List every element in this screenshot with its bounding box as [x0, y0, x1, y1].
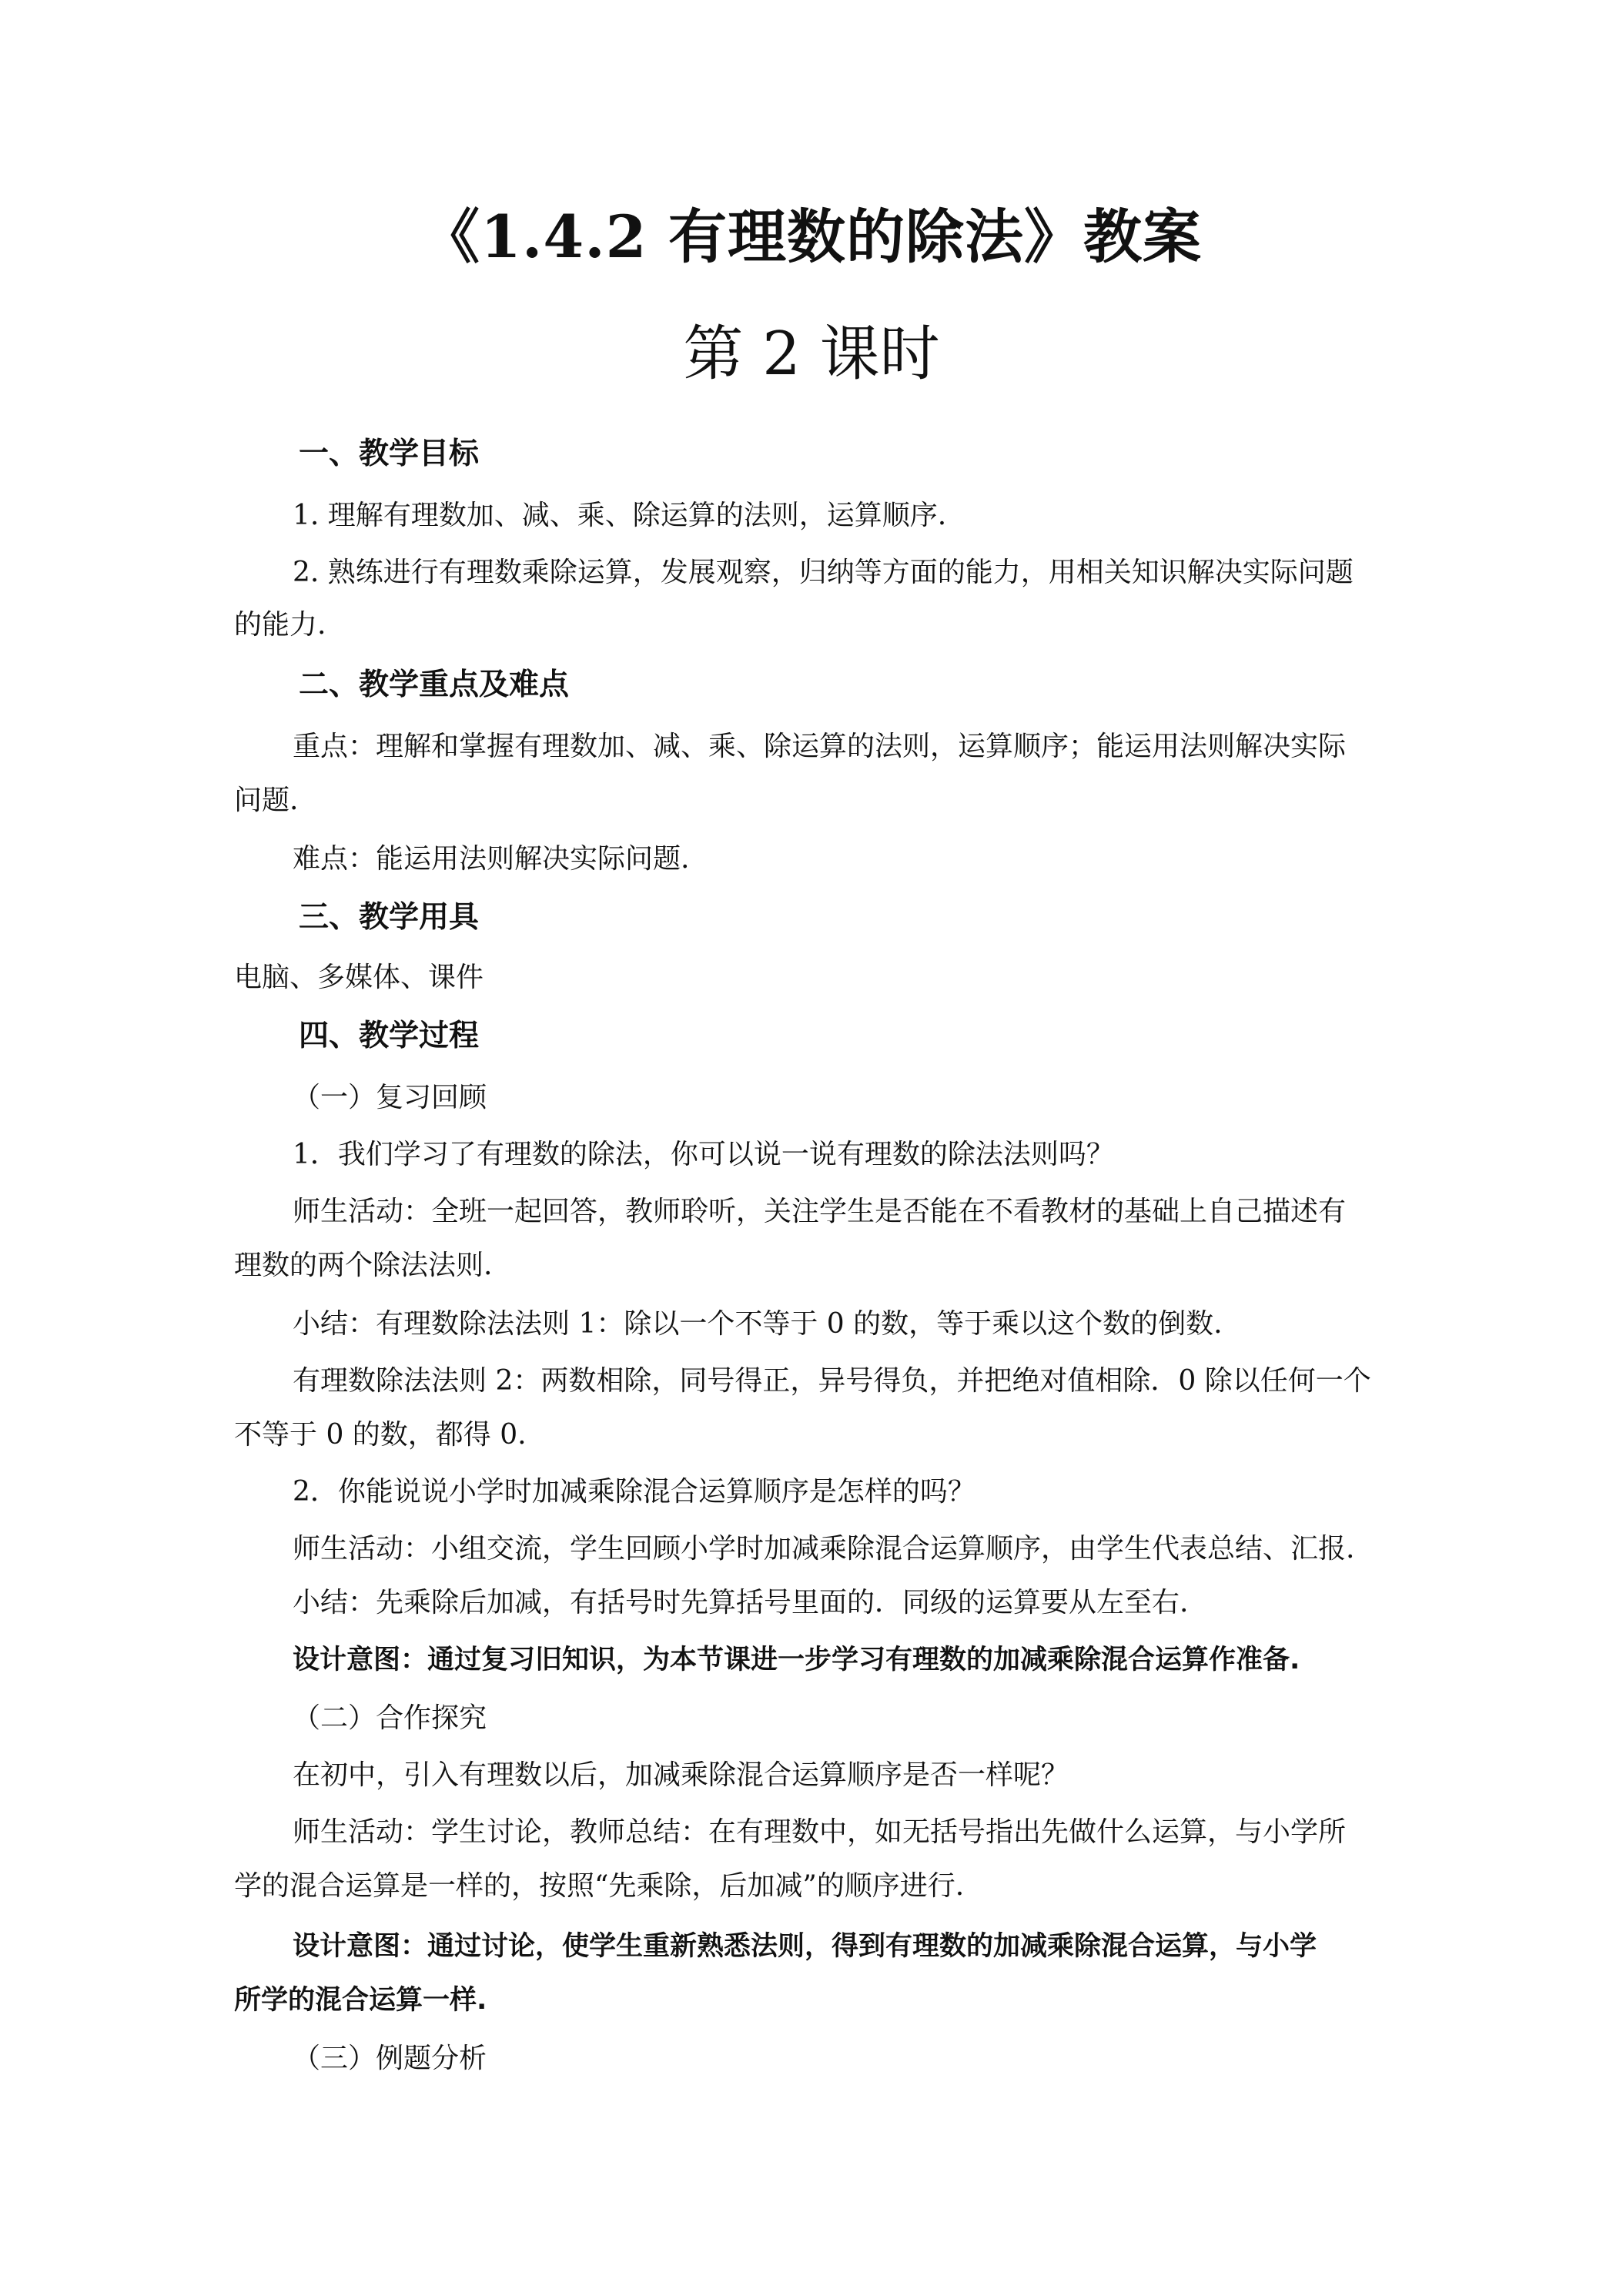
paragraph-line: 学的混合运算是一样的，按照“先乘除，后加减”的顺序进行.	[234, 1870, 965, 1902]
section-heading-key-points: 二、教学重点及难点	[299, 668, 570, 702]
paragraph-line: 2．你能说说小学时加减乘除混合运算顺序是怎样的吗？	[293, 1476, 975, 1508]
paragraph-line: 难点：能运用法则解决实际问题.	[293, 843, 690, 875]
subsection-heading-examples: （三）例题分析	[293, 2043, 487, 2074]
paragraph-line: 电脑、多媒体、课件	[234, 962, 484, 993]
paragraph-line: 小结：有理数除法法则 1：除以一个不等于 0 的数，等于乘以这个数的倒数.	[293, 1308, 1223, 1340]
paragraph-line: 理数的两个除法法则.	[234, 1250, 493, 1281]
document-subtitle: 第 2 课时	[683, 320, 940, 389]
section-heading-process: 四、教学过程	[299, 1019, 480, 1053]
paragraph-line: 小结：先乘除后加减，有括号时先算括号里面的．同级的运算要从左至右.	[293, 1587, 1189, 1618]
paragraph-line: 问题.	[234, 785, 299, 816]
paragraph-line: 重点：理解和掌握有理数加、减、乘、除运算的法则，运算顺序；能运用法则解决实际	[293, 731, 1347, 762]
paragraph-line: 不等于 0 的数，都得 0.	[234, 1419, 527, 1451]
paragraph-line: 1. 理解有理数加、减、乘、除运算的法则，运算顺序.	[293, 500, 947, 531]
paragraph-line: 师生活动：小组交流，学生回顾小学时加减乘除混合运算顺序，由学生代表总结、汇报.	[293, 1533, 1355, 1565]
paragraph-line: 2. 熟练进行有理数乘除运算，发展观察，归纳等方面的能力，用相关知识解决实际问题	[293, 557, 1354, 588]
subsection-heading-review: （一）复习回顾	[293, 1082, 487, 1113]
document-title: 《1.4.2 有理数的除法》教案	[420, 202, 1203, 271]
design-intent-line: 设计意图：通过复习旧知识，为本节课进一步学习有理数的加减乘除混合运算作准备.	[293, 1645, 1300, 1675]
subsection-heading-exploration: （二）合作探究	[293, 1702, 487, 1734]
paragraph-line: 的能力.	[234, 609, 326, 641]
paragraph-line: 有理数除法法则 2：两数相除，同号得正，异号得负，并把绝对值相除．0 除以任何一个	[293, 1365, 1371, 1397]
section-heading-objectives: 一、教学目标	[299, 437, 480, 471]
design-intent-line: 所学的混合运算一样.	[234, 1985, 487, 2016]
paragraph-line: 师生活动：学生讨论，教师总结：在有理数中，如无括号指出先做什么运算，与小学所	[293, 1816, 1347, 1848]
paragraph-line: 师生活动：全班一起回答，教师聆听，关注学生是否能在不看教材的基础上自己描述有	[293, 1196, 1347, 1227]
paragraph-line: 1．我们学习了有理数的除法，你可以说一说有理数的除法法则吗？	[293, 1139, 1114, 1170]
paragraph-line: 在初中，引入有理数以后，加减乘除混合运算顺序是否一样呢？	[293, 1759, 1069, 1791]
design-intent-line: 设计意图：通过讨论，使学生重新熟悉法则，得到有理数的加减乘除混合运算，与小学	[293, 1931, 1317, 1962]
section-heading-tools: 三、教学用具	[299, 900, 480, 935]
